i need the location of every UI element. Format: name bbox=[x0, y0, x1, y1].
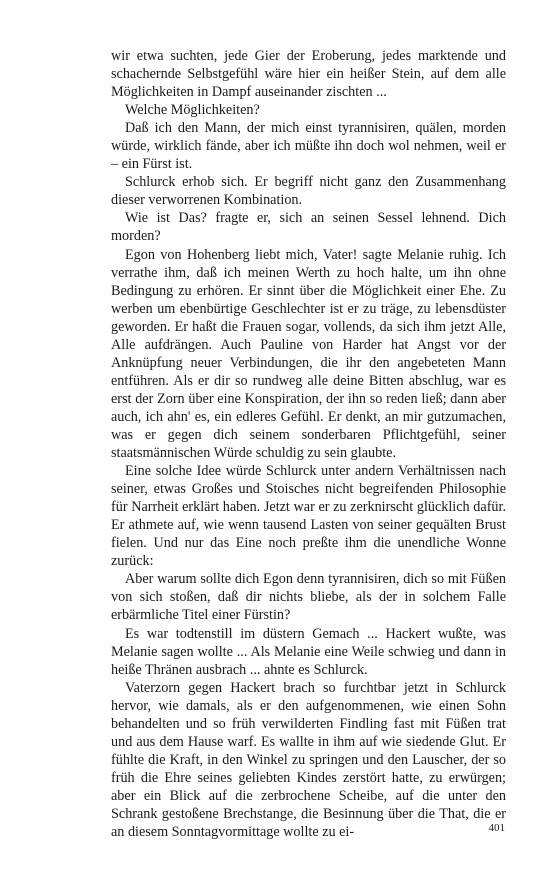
paragraph: Eine solche Idee würde Schlurck unter andern Verhältnissen nach seiner, etwas Großes und Stoisches nicht begreifenden Philosophie für Narrheit erklärt haben. Jetzt war er zu zerknirscht glücklich dafür. Er athmete auf, wie wenn tausend Lasten von seiner gequälten Brust fielen. Und nur das Eine noch preßte ihm die unendliche Wonne zurück: bbox=[111, 463, 506, 570]
book-page-text bbox=[111, 47, 506, 841]
paragraph: wir etwa suchten, jede Gier der Eroberung, jedes marktende und schachernde Selbstgefühl wäre hier ein heißer Stein, auf dem alle Möglichkeiten in Dampf auseinander zischten ... bbox=[111, 48, 506, 101]
paragraph: Wie ist Das? fragte er, sich an seinen Sessel lehnend. Dich morden? bbox=[111, 210, 506, 245]
page-number: 401 bbox=[488, 822, 505, 834]
paragraph: Es war todtenstill im düstern Gemach ... Hackert wußte, was Melanie sagen wollte ... Als Melanie eine Weile schwieg und dann in heiße Thränen ausbrach ... ahnte es Schlurck. bbox=[111, 625, 506, 678]
paragraph: Aber warum sollte dich Egon denn tyrannisiren, dich so mit Füßen von sich stoßen, daß dir nichts bliebe, als der in solchem Falle erbärmliche Titel einer Fürstin? bbox=[111, 571, 506, 624]
paragraph: Daß ich den Mann, der mich einst tyrannisiren, quälen, morden würde, wirklich fände, aber ich müßte ihn doch wol nehmen, weil er – ein Fürst ist. bbox=[111, 120, 506, 173]
paragraph: Egon von Hohenberg liebt mich, Vater! sagte Melanie ruhig. Ich verrathe ihm, daß ich meinen Werth zu hoch halte, um ihn ohne Bedingung zu erhören. Er sinnt über die Möglichkeit einer Ehe. Zu werben um ebenbürtige Geschlechter ist er zu träge, zu lebensdüster geworden. Er haßt die Frauen sogar, vollends, da sich ihm jetzt Alle, Alle aufdrängen. Auch Pauline von Harder hat Angst vor der Anknüpfung neuer Verbindungen, die ihr den angebeteten Mann entführen. Als er dir so rundweg alle deine Bitten abschlug, war es erst der Zorn über eine Konspiration, der ihn so reden ließ; dann aber auch, ich ahn' es, ein edleres Gefühl. Er denkt, an mir gutzumachen, was er gegen dich seinem sonderbaren Pflichtgefühl, seiner staatsmännischen Würde schuldig zu sein glaubte. bbox=[111, 246, 506, 462]
paragraph: Vaterzorn gegen Hackert brach so furchtbar jetzt in Schlurck hervor, wie damals, als er den aufgenommenen, wie einen Sohn behandelten und so früh verwilderten Findling fast mit Füßen trat und aus dem Hause warf. Es wallte in ihm auf wie siedende Glut. Er fühlte die Kraft, in den Winkel zu springen und den Lauscher, der so früh die Ehre seines geliebten Kindes zerstört hatte, zu erwürgen; aber ein Blick auf die zerbrochene Scheibe, auf die unter den Schrank gestoßene Brechstange, die Besinnung über die That, die er an diesem Sonntagvormittage wollte zu ei- bbox=[111, 679, 506, 841]
paragraph: Schlurck erhob sich. Er begriff nicht ganz den Zusammenhang dieser verworrenen Kombination. bbox=[111, 174, 506, 209]
paragraph: Welche Möglichkeiten? bbox=[125, 102, 260, 119]
